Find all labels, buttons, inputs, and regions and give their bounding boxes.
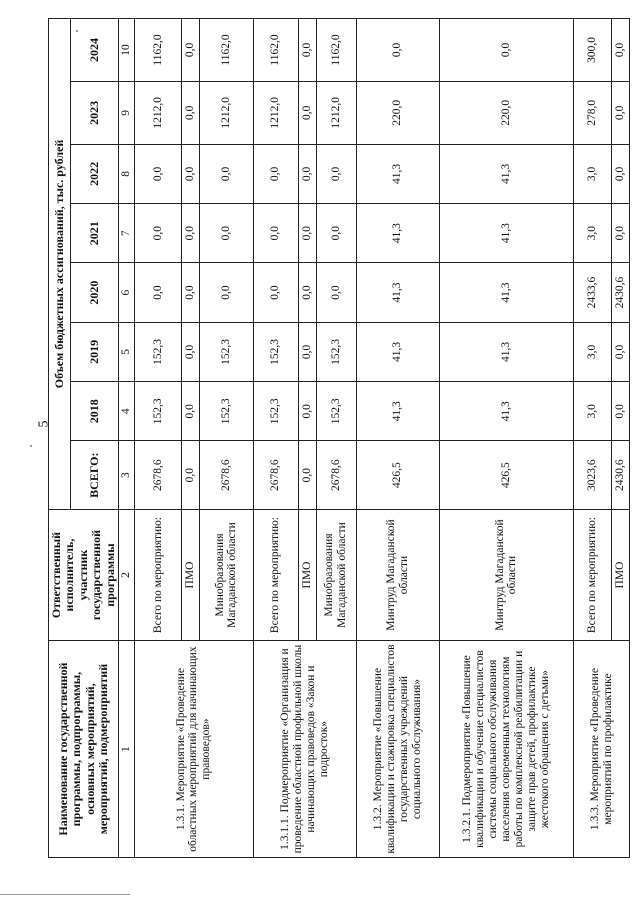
executor-cell: Минобразования Магаданской области [200,509,254,640]
value-cell: 152,3 [316,322,356,381]
value-cell: 0,0 [182,204,200,263]
value-cell: 0,0 [356,19,439,82]
value-cell: 1212,0 [253,81,298,144]
page-number: 5 [36,420,52,428]
value-cell: 152,3 [253,322,298,381]
value-cell: 2433,6 [574,263,612,322]
header-year: 2019 [70,322,118,381]
value-cell: 41,3 [439,144,573,203]
value-cell: 1162,0 [135,19,182,82]
value-cell: 0,0 [612,322,630,381]
value-cell: 1162,0 [316,19,356,82]
value-cell: 0,0 [612,144,630,203]
value-cell: 0,0 [200,204,254,263]
value-cell: 300,0 [574,19,612,82]
executor-cell: Минобразования Магаданской области [316,509,356,640]
value-cell: 0,0 [316,204,356,263]
column-number: 7 [119,204,135,263]
executor-cell: ПМО [298,509,316,640]
value-cell: 0,0 [135,204,182,263]
column-number: 2 [119,509,135,640]
header-total: ВСЕГО: [70,441,118,509]
value-cell: 0,0 [298,263,316,322]
value-cell: 1212,0 [316,81,356,144]
program-item-name: 1.3.2. Мероприятие «Повышение квалификации и стажировка специалистов государственных учреждений социального обслуживания» [356,641,439,858]
value-cell: 0,0 [612,204,630,263]
table-row [356,19,439,858]
value-cell: 41,3 [356,322,439,381]
value-cell: 41,3 [356,263,439,322]
value-cell: 426,5 [439,441,573,509]
value-cell: 0,0 [182,382,200,441]
budget-table [48,18,630,858]
value-cell: 41,3 [356,382,439,441]
header-year: 2024 [70,19,118,82]
executor-cell: Всего по мероприятию: [574,509,612,640]
value-cell: 0,0 [298,81,316,144]
value-cell: 3023,6 [574,441,612,509]
value-cell: 152,3 [200,322,254,381]
column-number: 8 [119,144,135,203]
column-number: 3 [119,441,135,509]
header-year: 2020 [70,263,118,322]
column-number: 4 [119,382,135,441]
value-cell: 3,0 [574,144,612,203]
value-cell: 2430,6 [612,263,630,322]
value-cell: 0,0 [612,81,630,144]
value-cell: 0,0 [439,19,573,82]
value-cell: 0,0 [200,263,254,322]
value-cell: 41,3 [439,263,573,322]
program-item-name: 1.3.1. Мероприятие «Проведение областных мероприятий для начинающих правоведов» [135,641,254,858]
table-row [135,19,182,858]
value-cell: 152,3 [316,382,356,441]
value-cell: 41,3 [439,382,573,441]
value-cell: 0,0 [298,204,316,263]
value-cell: 0,0 [135,263,182,322]
value-cell: 278,0 [574,81,612,144]
value-cell: 41,3 [439,322,573,381]
executor-cell: Всего по мероприятию: [135,509,182,640]
value-cell: 3,0 [574,204,612,263]
program-item-name: 1.3.1.1. Подмероприятие «Организация и проведение областной профильной школы начинающих правоведов «Закон и подросток» [253,641,356,858]
value-cell: 1162,0 [200,19,254,82]
program-item-name: 1.3.3. Мероприятие «Проведение мероприятий по профилактике [574,641,630,858]
value-cell: 0,0 [182,19,200,82]
program-item-name: 1.3.2.1. Подмероприятие «Повышение квалификации и обучение специалистов системы социального обслуживания населения современным технологиям работы по комплексной реабилитации и защите прав детей, профилактике жестокого обращения с детьми» [439,641,573,858]
executor-cell: ПМО [182,509,200,640]
value-cell: 0,0 [612,19,630,82]
column-number: 9 [119,81,135,144]
table-row [439,19,573,858]
header-name-column: Наименование государственной программы, подпрограммы, основных мероприятий, мероприятий, подмероприятий [49,641,119,858]
value-cell: 152,3 [253,382,298,441]
value-cell: 220,0 [439,81,573,144]
value-cell: 0,0 [298,144,316,203]
column-number: 1 [119,641,135,858]
executor-cell: Минтруд Магаданской области [439,509,573,640]
value-cell: 0,0 [298,322,316,381]
value-cell: 152,3 [135,322,182,381]
header-year: 2022 [70,144,118,203]
value-cell: 0,0 [253,204,298,263]
table-row [574,19,612,858]
value-cell: 0,0 [200,144,254,203]
value-cell: 0,0 [316,263,356,322]
executor-cell: Минтруд Магаданской области [356,509,439,640]
value-cell: 1162,0 [253,19,298,82]
value-cell: 41,3 [356,204,439,263]
value-cell: 3,0 [574,382,612,441]
executor-cell: ПМО [612,509,630,640]
value-cell: 1212,0 [200,81,254,144]
value-cell: 0,0 [298,382,316,441]
header-executor-column: Ответственный исполнитель, участник государственной программы [49,509,119,640]
scan-edge-line [0,894,130,895]
value-cell: 1212,0 [135,81,182,144]
budget-table-container [48,18,627,858]
value-cell: 0,0 [182,263,200,322]
value-cell: 220,0 [356,81,439,144]
value-cell: 2678,6 [253,441,298,509]
value-cell: 426,5 [356,441,439,509]
value-cell: 2678,6 [135,441,182,509]
value-cell: 0,0 [135,144,182,203]
column-number: 5 [119,322,135,381]
value-cell: 2430,6 [612,441,630,509]
value-cell: 0,0 [182,322,200,381]
executor-cell: Всего по мероприятию: [253,509,298,640]
header-year: 2018 [70,382,118,441]
value-cell: 41,3 [439,204,573,263]
value-cell: 0,0 [182,144,200,203]
value-cell: 0,0 [298,441,316,509]
value-cell: 0,0 [612,382,630,441]
column-number: 6 [119,263,135,322]
value-cell: 2678,6 [200,441,254,509]
value-cell: 152,3 [135,382,182,441]
scan-speck [30,445,32,447]
value-cell: 0,0 [182,441,200,509]
header-year: 2023 [70,81,118,144]
header-year: 2021 [70,204,118,263]
value-cell: 0,0 [182,81,200,144]
table-row [253,19,298,858]
value-cell: 41,3 [356,144,439,203]
value-cell: 0,0 [316,144,356,203]
value-cell: 152,3 [200,382,254,441]
value-cell: 2678,6 [316,441,356,509]
value-cell: 0,0 [253,144,298,203]
value-cell: 3,0 [574,322,612,381]
column-number: 10 [119,19,135,82]
value-cell: 0,0 [298,19,316,82]
value-cell: 0,0 [253,263,298,322]
header-funding-title: Объем бюджетных ассигнований, тыс. рублей [49,19,71,510]
